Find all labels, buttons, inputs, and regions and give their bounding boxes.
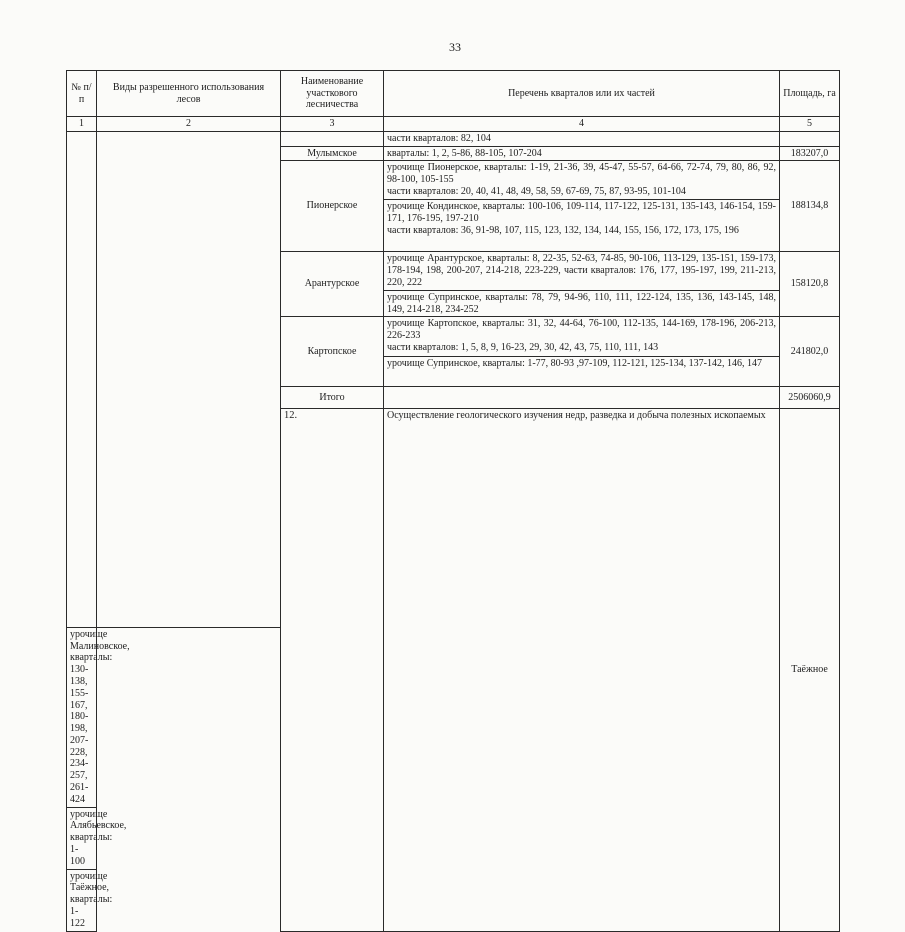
forestry-name: Пионерское xyxy=(281,161,384,252)
header-block-list: Перечень кварталов или их частей xyxy=(384,71,780,117)
area-value: 188134,8 xyxy=(780,161,840,252)
column-number-2: 2 xyxy=(97,117,281,132)
table-header-row xyxy=(67,71,840,117)
block-list-cell xyxy=(384,317,780,357)
table-row xyxy=(67,131,840,146)
block-parts-text: части кварталов: 1, 5, 8, 9, 16-23, 29, 30, 42, 43, 75, 110, 111, 143 xyxy=(387,341,659,353)
use-type-text: Осуществление геологического изучения недр, разведка и добыча полезных ископаемых xyxy=(384,409,780,931)
block-list-cell: урочище Алябьевское, кварталы: 1-100 xyxy=(67,807,97,869)
header-use-type: Виды разрешенного использования лесов xyxy=(97,71,281,117)
block-list-cell xyxy=(384,161,780,200)
column-number-4: 4 xyxy=(384,117,780,132)
block-list-cell: урочище Арантурское, кварталы: 8, 22-35, 52-63, 74-85, 90-106, 113-129, 135-151, 159-173, 178-194, 198, 200-207, 214-218, 223-229, части кварталов: 176, 177, 195-197, 199, 211-213, 220, 222 xyxy=(384,252,780,290)
block-list-cell: урочище Малиновское, кварталы: 130-138, 155-167, 180-198, 207-228, 234-257, 261-424 xyxy=(67,627,97,807)
area-value: 241802,0 xyxy=(780,317,840,387)
row-number: 12. xyxy=(281,409,384,931)
column-number-1: 1 xyxy=(67,117,97,132)
block-list-cell xyxy=(384,387,780,409)
forestry-name: Картопское xyxy=(281,317,384,387)
block-list-text: урочище Кондинское, кварталы: 100-106, 109-114, 117-122, 125-131, 135-143, 146-154, 159-171, 176-195, 197-210 xyxy=(387,201,776,225)
block-list-cell: урочище Таёжное, кварталы: 1-122 xyxy=(67,869,97,931)
block-list-cell: части кварталов: 82, 104 xyxy=(384,131,780,146)
total-label: Итого xyxy=(281,387,384,409)
header-area: Площадь, га xyxy=(780,71,840,117)
block-list-cell: урочище Супринское, кварталы: 78, 79, 94-96, 110, 111, 122-124, 135, 136, 143-145, 148, 149, 214-218, 234-252 xyxy=(384,290,780,317)
column-number-3: 3 xyxy=(281,117,384,132)
forestry-name: Арантурское xyxy=(281,252,384,317)
area-value: 158120,8 xyxy=(780,252,840,317)
block-list-text: урочище Картопское, кварталы: 31, 32, 44-64, 76-100, 112-135, 144-169, 178-196, 206-213, 226-233 xyxy=(387,318,776,342)
total-area: 2506060,9 xyxy=(780,387,840,409)
header-number: № п/п xyxy=(67,71,97,117)
area-cell xyxy=(780,131,840,146)
block-list-cell: кварталы: 1, 2, 5-86, 88-105, 107-204 xyxy=(384,146,780,161)
page-number: 33 xyxy=(449,40,461,54)
use-type-cell xyxy=(97,131,281,627)
forest-use-table xyxy=(66,70,840,932)
block-list-text: урочище Пионерское, кварталы: 1-19, 21-36, 39, 45-47, 55-57, 64-66, 72-74, 79, 80, 86, 92, 98-100, 105-155 xyxy=(387,162,776,186)
forestry-cell xyxy=(281,131,384,146)
header-forestry-name: Наименование участкового лесничества xyxy=(281,71,384,117)
column-number-5: 5 xyxy=(780,117,840,132)
block-list-cell xyxy=(384,200,780,252)
forestry-name: Мулымское xyxy=(281,146,384,161)
row-number-cell xyxy=(67,131,97,627)
forestry-name: Таёжное xyxy=(780,409,840,931)
area-value: 183207,0 xyxy=(780,146,840,161)
column-number-row xyxy=(67,117,840,132)
block-parts-text: части кварталов: 20, 40, 41, 48, 49, 58, 59, 67-69, 75, 87, 93-95, 101-104 xyxy=(387,185,686,197)
block-parts-text: части кварталов: 36, 91-98, 107, 115, 123, 132, 134, 144, 155, 156, 172, 173, 175, 196 xyxy=(387,224,739,236)
block-list-cell: урочище Супринское, кварталы: 1-77, 80-93 ,97-109, 112-121, 125-134, 137-142, 146, 147 xyxy=(384,357,780,387)
